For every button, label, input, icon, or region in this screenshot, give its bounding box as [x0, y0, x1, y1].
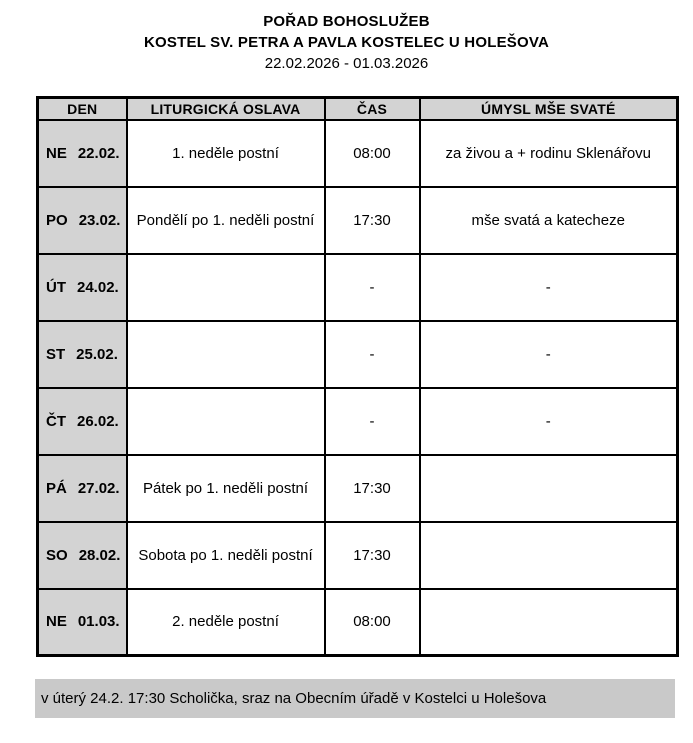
table-row: [38, 589, 678, 656]
celebration-cell: Pátek po 1. neděli postní: [127, 455, 325, 522]
day-abbr: PO: [46, 211, 68, 229]
schedule-table-body: [38, 120, 678, 656]
day-cell: [38, 455, 127, 522]
table-row: [38, 455, 678, 522]
day-cell: [38, 589, 127, 656]
time-cell: -: [325, 388, 420, 455]
time-cell: -: [325, 254, 420, 321]
day-date: 24.02.: [77, 278, 119, 296]
day-date: 01.03.: [77, 613, 120, 631]
day-cell: [38, 388, 127, 455]
intention-cell: -: [420, 254, 678, 321]
time-cell: 17:30: [325, 522, 420, 589]
day-date: 22.02.: [77, 144, 120, 162]
intention-cell: [420, 589, 678, 656]
table-row: [38, 388, 678, 455]
header-row: [38, 98, 678, 120]
intention-cell: za živou a + rodinu Sklenářovu: [420, 120, 678, 187]
day-cell: [38, 321, 127, 388]
table-row: [38, 254, 678, 321]
footer-note: [35, 679, 675, 718]
intention-cell: [420, 522, 678, 589]
church-name: KOSTEL SV. PETRA A PAVLA KOSTELEC U HOLEŠOVA: [144, 34, 549, 51]
time-cell: 08:00: [325, 589, 420, 656]
column-header-intention: ÚMYSL MŠE SVATÉ: [420, 98, 678, 120]
intention-cell: -: [420, 388, 678, 455]
intention-cell: -: [420, 321, 678, 388]
day-cell: [38, 120, 127, 187]
day-abbr: ČT: [46, 412, 66, 430]
day-date: 23.02.: [78, 211, 121, 229]
celebration-cell: Sobota po 1. neděli postní: [127, 522, 325, 589]
day-cell: [38, 187, 127, 254]
column-header-celebration: LITURGICKÁ OSLAVA: [127, 98, 325, 120]
time-cell: -: [325, 321, 420, 388]
day-date: 25.02.: [76, 345, 118, 363]
day-abbr: ÚT: [46, 278, 66, 296]
date-range: 22.02.2026 - 01.03.2026: [264, 55, 429, 72]
day-date: 27.02.: [77, 479, 120, 497]
table-row: [38, 187, 678, 254]
day-cell: [38, 522, 127, 589]
intention-cell: [420, 455, 678, 522]
table-row: [38, 321, 678, 388]
day-date: 26.02.: [77, 412, 119, 430]
time-cell: 17:30: [325, 187, 420, 254]
day-cell: [38, 254, 127, 321]
column-header-time: ČAS: [325, 98, 420, 120]
schedule-table: [36, 96, 679, 657]
celebration-cell: [127, 321, 325, 388]
table-row: [38, 522, 678, 589]
day-abbr: ST: [46, 345, 66, 363]
day-abbr: PÁ: [46, 479, 67, 497]
document-header: [0, 0, 693, 74]
time-cell: 17:30: [325, 455, 420, 522]
footer-note-text: v úterý 24.2. 17:30 Scholička, sraz na Obecním úřadě v Kostelci u Holešova: [41, 690, 547, 707]
schedule-table-head: [38, 98, 678, 120]
page-title: POŘAD BOHOSLUŽEB: [263, 13, 430, 30]
day-abbr: NE: [46, 144, 67, 162]
column-header-day: DEN: [38, 98, 127, 120]
table-row: [38, 120, 678, 187]
day-abbr: NE: [46, 613, 67, 631]
time-cell: 08:00: [325, 120, 420, 187]
celebration-cell: 2. neděle postní: [127, 589, 325, 656]
intention-cell: mše svatá a katecheze: [420, 187, 678, 254]
celebration-cell: [127, 388, 325, 455]
celebration-cell: 1. neděle postní: [127, 120, 325, 187]
day-date: 28.02.: [78, 546, 121, 564]
celebration-cell: Pondělí po 1. neděli postní: [127, 187, 325, 254]
day-abbr: SO: [46, 546, 68, 564]
celebration-cell: [127, 254, 325, 321]
